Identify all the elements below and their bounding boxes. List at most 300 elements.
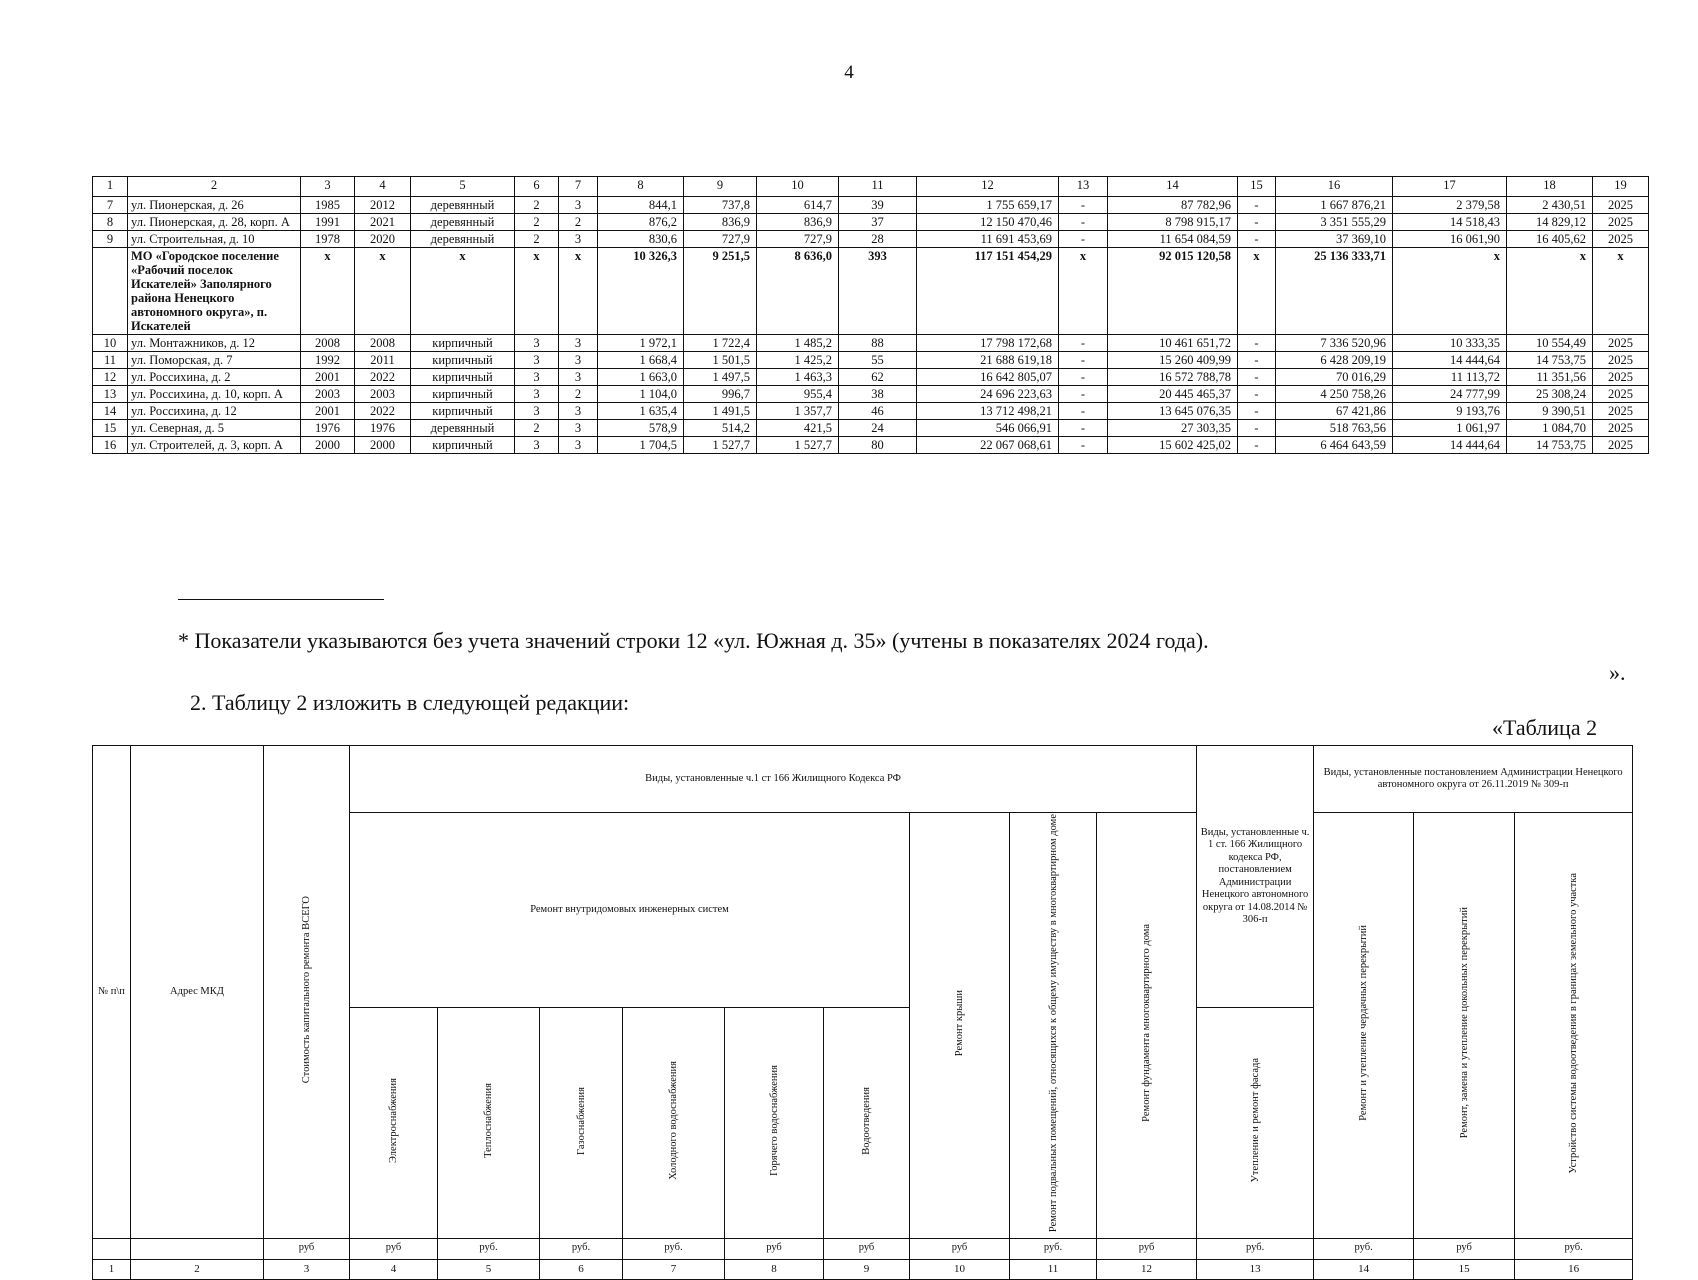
col-eng-4-label: Горячего водоснабжения	[768, 1065, 780, 1177]
table-cell: 11 113,72	[1393, 369, 1507, 386]
table-cell: 62	[839, 369, 917, 386]
column-number: 3	[301, 177, 355, 197]
table-cell: 2 379,58	[1393, 197, 1507, 214]
table-cell: 1 501,5	[684, 352, 757, 369]
table-cell: -	[1059, 231, 1108, 248]
col-eng-1-label: Теплоснабжения	[483, 1083, 494, 1159]
table-cell: 2025	[1593, 420, 1649, 437]
table-cell: деревянный	[411, 420, 515, 437]
col-eng-5-label: Водоотведения	[861, 1086, 872, 1155]
column-number: 8	[725, 1259, 824, 1279]
table-cell: 2025	[1593, 231, 1649, 248]
table-cell: 14 829,12	[1507, 214, 1593, 231]
table-cell: 88	[839, 335, 917, 352]
column-number: 8	[598, 177, 684, 197]
col-eng-4-header	[725, 1008, 824, 1238]
table-cell: 28	[839, 231, 917, 248]
group-engineering-header: Ремонт внутридомовых инженерных систем	[350, 813, 910, 1008]
table-cell: 16	[93, 437, 128, 454]
table-cell: 37	[839, 214, 917, 231]
table-cell: 24 696 223,63	[917, 386, 1059, 403]
col-eng-0-header	[350, 1008, 438, 1238]
table-cell: 2000	[355, 437, 411, 454]
table-cell: -	[1059, 403, 1108, 420]
table-cell: 2	[515, 420, 559, 437]
table-row	[93, 214, 1649, 231]
table-cell: -	[1238, 352, 1276, 369]
table-cell: -	[1238, 369, 1276, 386]
table-cell: 4 250 758,26	[1276, 386, 1393, 403]
table-cell: деревянный	[411, 197, 515, 214]
address-cell: ул. Строительная, д. 10	[128, 231, 301, 248]
table-cell: 1 061,97	[1393, 420, 1507, 437]
unit-cell: руб.	[1314, 1238, 1414, 1259]
table-cell: -	[1059, 352, 1108, 369]
table-cell: 421,5	[757, 420, 839, 437]
address-cell: ул. Северная, д. 5	[128, 420, 301, 437]
table-cell: 2020	[355, 231, 411, 248]
table-cell: кирпичный	[411, 403, 515, 420]
col-basement-label: Ремонт подвальных помещений, относящихся к общему имуществу в многоквартирном доме	[1047, 814, 1059, 1233]
col-309-1-header	[1414, 813, 1515, 1239]
table-cell: 3	[515, 403, 559, 420]
table-cell: 17 798 172,68	[917, 335, 1059, 352]
column-number: 10	[910, 1259, 1010, 1279]
table-cell: -	[1059, 214, 1108, 231]
table-cell: 1 755 659,17	[917, 197, 1059, 214]
table-cell: х	[411, 248, 515, 335]
table-cell: 9 251,5	[684, 248, 757, 335]
table-cell: 14	[93, 403, 128, 420]
col-no-header: № п\п	[93, 746, 131, 1239]
table-cell: 3	[515, 386, 559, 403]
table-cell: -	[1238, 437, 1276, 454]
table-cell: 2008	[301, 335, 355, 352]
table-cell: 1 425,2	[757, 352, 839, 369]
unit-cell: руб.	[623, 1238, 725, 1259]
table-row	[93, 420, 1649, 437]
table-cell: 8 636,0	[757, 248, 839, 335]
table-cell: 3	[559, 335, 598, 352]
table-cell: 11 654 084,59	[1108, 231, 1238, 248]
address-cell: ул. Строителей, д. 3, корп. А	[128, 437, 301, 454]
table-cell: 830,6	[598, 231, 684, 248]
table-cell: 15 602 425,02	[1108, 437, 1238, 454]
table-cell: 2025	[1593, 403, 1649, 420]
table-cell: 1 663,0	[598, 369, 684, 386]
table-cell: 1 485,2	[757, 335, 839, 352]
table-cell: 117 151 454,29	[917, 248, 1059, 335]
address-cell: ул. Монтажников, д. 12	[128, 335, 301, 352]
table-row	[93, 386, 1649, 403]
table-cell: кирпичный	[411, 369, 515, 386]
column-number: 14	[1314, 1259, 1414, 1279]
column-number: 9	[824, 1259, 910, 1279]
table-cell: кирпичный	[411, 335, 515, 352]
houses-table	[92, 176, 1649, 454]
table-cell: 1978	[301, 231, 355, 248]
col-address-header: Адрес МКД	[131, 746, 264, 1239]
table-cell: 80	[839, 437, 917, 454]
table-cell: 20 445 465,37	[1108, 386, 1238, 403]
table-row	[93, 248, 1649, 335]
table-cell: 3	[515, 352, 559, 369]
table-cell: 1 527,7	[757, 437, 839, 454]
table-cell: 2001	[301, 369, 355, 386]
table-cell: 1 635,4	[598, 403, 684, 420]
page-number: 4	[844, 62, 854, 83]
table-cell: 2	[515, 231, 559, 248]
table-cell: -	[1059, 197, 1108, 214]
table-cell: 2003	[301, 386, 355, 403]
unit-cell: руб.	[540, 1238, 623, 1259]
table-cell: 1 527,7	[684, 437, 757, 454]
unit-cell: руб.	[438, 1238, 540, 1259]
table-row	[93, 352, 1649, 369]
table-cell: х	[1059, 248, 1108, 335]
table-cell: деревянный	[411, 231, 515, 248]
col-facade-header	[1197, 1008, 1314, 1238]
column-number: 12	[1097, 1259, 1197, 1279]
unit-cell: руб	[350, 1238, 438, 1259]
unit-cell: руб	[725, 1238, 824, 1259]
column-number: 10	[757, 177, 839, 197]
col-facade-label: Утепление и ремонт фасада	[1249, 1058, 1261, 1183]
address-cell: ул. Пионерская, д. 26	[128, 197, 301, 214]
table-cell: 10 333,35	[1393, 335, 1507, 352]
table-cell: -	[1059, 386, 1108, 403]
unit-cell: руб.	[1515, 1238, 1633, 1259]
table-cell: -	[1238, 231, 1276, 248]
table-cell: 514,2	[684, 420, 757, 437]
table-cell: 518 763,56	[1276, 420, 1393, 437]
table-cell: 14 753,75	[1507, 437, 1593, 454]
column-number: 18	[1507, 177, 1593, 197]
table-cell: 996,7	[684, 386, 757, 403]
table-cell: 1976	[355, 420, 411, 437]
column-number: 13	[1059, 177, 1108, 197]
table-cell: 2025	[1593, 352, 1649, 369]
table-row	[93, 231, 1649, 248]
table-cell: 12 150 470,46	[917, 214, 1059, 231]
table-cell: 1 084,70	[1507, 420, 1593, 437]
table-cell: 844,1	[598, 197, 684, 214]
table-cell: 2022	[355, 369, 411, 386]
table-cell: х	[1507, 248, 1593, 335]
table-cell: 3	[559, 197, 598, 214]
unit-cell: руб.	[1010, 1238, 1097, 1259]
table-cell: 836,9	[684, 214, 757, 231]
column-number: 6	[540, 1259, 623, 1279]
address-cell: МО «Городское поселение «Рабочий поселок Искателей» Заполярного района Ненецкого автономного округа», п. Искателей	[128, 248, 301, 335]
table-cell: 2012	[355, 197, 411, 214]
table-cell: 70 016,29	[1276, 369, 1393, 386]
table-cell: 11	[93, 352, 128, 369]
table-cell: 727,9	[684, 231, 757, 248]
table-cell: х	[355, 248, 411, 335]
table-cell: 25 136 333,71	[1276, 248, 1393, 335]
table-cell: х	[559, 248, 598, 335]
unit-cell-empty	[93, 1238, 131, 1259]
table-row	[93, 403, 1649, 420]
unit-cell: руб	[824, 1238, 910, 1259]
address-cell: ул. Поморская, д. 7	[128, 352, 301, 369]
table-cell: 3	[515, 335, 559, 352]
table-cell	[93, 248, 128, 335]
table-caption: «Таблица 2	[1492, 715, 1598, 740]
table-cell: 2003	[355, 386, 411, 403]
table-cell: 1 497,5	[684, 369, 757, 386]
table-cell: 24	[839, 420, 917, 437]
col-eng-5-header	[824, 1008, 910, 1238]
column-number: 7	[623, 1259, 725, 1279]
table-cell: 14 753,75	[1507, 352, 1593, 369]
closing-quote: ».	[1609, 660, 1626, 685]
table-cell: 1 104,0	[598, 386, 684, 403]
table-cell: 836,9	[757, 214, 839, 231]
table-cell: 2	[559, 214, 598, 231]
table-cell: -	[1059, 420, 1108, 437]
col-total-label: Стоимость капитального ремонта ВСЕГО	[301, 895, 312, 1084]
table-cell: 37 369,10	[1276, 231, 1393, 248]
group-309-header: Виды, установленные постановлением Администрации Ненецкого автономного округа от 26.11.2019 № 309-п	[1314, 746, 1633, 813]
table-cell: 614,7	[757, 197, 839, 214]
table-cell: 16 572 788,78	[1108, 369, 1238, 386]
column-number: 16	[1515, 1259, 1633, 1279]
col-total-header	[264, 746, 350, 1239]
table-cell: 2025	[1593, 214, 1649, 231]
table-cell: -	[1238, 335, 1276, 352]
column-number: 4	[355, 177, 411, 197]
column-number: 7	[559, 177, 598, 197]
table-cell: 955,4	[757, 386, 839, 403]
unit-cell: руб	[1414, 1238, 1515, 1259]
table-cell: -	[1059, 335, 1108, 352]
table-cell: 38	[839, 386, 917, 403]
unit-cell: руб	[1097, 1238, 1197, 1259]
table-cell: 55	[839, 352, 917, 369]
table-cell: 3	[559, 369, 598, 386]
table-cell: 546 066,91	[917, 420, 1059, 437]
col-309-2-header	[1515, 813, 1633, 1239]
col-foundation-header	[1097, 813, 1197, 1239]
table-cell: 1 357,7	[757, 403, 839, 420]
table-cell: 1 491,5	[684, 403, 757, 420]
table-cell: 24 777,99	[1393, 386, 1507, 403]
col-309-1-label: Ремонт, замена и утепление цокольных перекрытий	[1458, 907, 1470, 1139]
table-cell: 15 260 409,99	[1108, 352, 1238, 369]
table-cell: 13	[93, 386, 128, 403]
table-cell: 14 518,43	[1393, 214, 1507, 231]
column-number: 13	[1197, 1259, 1314, 1279]
col-roof-header	[910, 813, 1010, 1239]
table-cell: -	[1238, 386, 1276, 403]
table-cell: 2021	[355, 214, 411, 231]
table-cell: 2	[515, 197, 559, 214]
table-cell: 737,8	[684, 197, 757, 214]
table-cell: 92 015 120,58	[1108, 248, 1238, 335]
table-cell: 2001	[301, 403, 355, 420]
table-cell: 1 463,3	[757, 369, 839, 386]
table-cell: 3	[559, 403, 598, 420]
table-cell: 13 645 076,35	[1108, 403, 1238, 420]
table-cell: 15	[93, 420, 128, 437]
table-cell: 2025	[1593, 386, 1649, 403]
table-row	[93, 335, 1649, 352]
col-309-0-label: Ремонт и утепление чердачных перекрытий	[1358, 925, 1370, 1121]
table-cell: 11 351,56	[1507, 369, 1593, 386]
address-cell: ул. Россихина, д. 12	[128, 403, 301, 420]
units-row	[93, 1238, 1633, 1259]
table-cell: 3	[559, 352, 598, 369]
column-number: 11	[1010, 1259, 1097, 1279]
table-cell: 2 430,51	[1507, 197, 1593, 214]
table-cell: 3	[515, 437, 559, 454]
column-number: 5	[411, 177, 515, 197]
table-cell: 7	[93, 197, 128, 214]
col-eng-2-header	[540, 1008, 623, 1238]
address-cell: ул. Пионерская, д. 28, корп. А	[128, 214, 301, 231]
col-basement-header	[1010, 813, 1097, 1239]
table-cell: кирпичный	[411, 352, 515, 369]
table-cell: 2011	[355, 352, 411, 369]
table-cell: х	[301, 248, 355, 335]
table-cell: 14 444,64	[1393, 437, 1507, 454]
col-309-2-label: Устройство системы водоотведения в границах земельного участка	[1568, 872, 1580, 1174]
table-cell: -	[1059, 437, 1108, 454]
footnote-separator	[178, 599, 384, 600]
table-cell: -	[1238, 420, 1276, 437]
address-cell: ул. Россихина, д. 10, корп. А	[128, 386, 301, 403]
table-cell: 1 668,4	[598, 352, 684, 369]
unit-cell-empty	[131, 1238, 264, 1259]
table-cell: 16 405,62	[1507, 231, 1593, 248]
table-cell: 2008	[355, 335, 411, 352]
table-cell: х	[1393, 248, 1507, 335]
group-306-header: Виды, установленные ч. 1 ст. 166 Жилищного кодекса РФ, постановлением Администрации Ненецкого автономного округа от 14.08.2014 № 306-п	[1197, 746, 1314, 1008]
column-number: 1	[93, 177, 128, 197]
table-cell: -	[1238, 214, 1276, 231]
table-cell: 3	[559, 420, 598, 437]
table-cell: 578,9	[598, 420, 684, 437]
column-numbers-row	[93, 1259, 1633, 1279]
amendment-item: 2. Таблицу 2 изложить в следующей редакции:	[190, 690, 630, 715]
address-cell: ул. Россихина, д. 2	[128, 369, 301, 386]
table-cell: 1976	[301, 420, 355, 437]
table-cell: х	[1593, 248, 1649, 335]
table-cell: 12	[93, 369, 128, 386]
houses-table-header-row	[93, 177, 1649, 197]
table-cell: 6 428 209,19	[1276, 352, 1393, 369]
table-cell: 8	[93, 214, 128, 231]
column-number: 15	[1414, 1259, 1515, 1279]
table-cell: кирпичный	[411, 437, 515, 454]
table-cell: 13 712 498,21	[917, 403, 1059, 420]
table-cell: -	[1059, 369, 1108, 386]
table-cell: 1 667 876,21	[1276, 197, 1393, 214]
column-number: 9	[684, 177, 757, 197]
table-cell: 393	[839, 248, 917, 335]
table-cell: -	[1238, 197, 1276, 214]
table-cell: 87 782,96	[1108, 197, 1238, 214]
unit-cell: руб	[264, 1238, 350, 1259]
table-cell: 1 722,4	[684, 335, 757, 352]
table-cell: 3	[559, 437, 598, 454]
column-number: 14	[1108, 177, 1238, 197]
table-cell: 1 972,1	[598, 335, 684, 352]
table-cell: 27 303,35	[1108, 420, 1238, 437]
table-cell: 2	[515, 214, 559, 231]
table-cell: 1 704,5	[598, 437, 684, 454]
table-cell: 6 464 643,59	[1276, 437, 1393, 454]
table-cell: 2022	[355, 403, 411, 420]
col-eng-0-label: Электроснабжения	[388, 1078, 399, 1164]
column-number: 2	[131, 1259, 264, 1279]
unit-cell: руб.	[1197, 1238, 1314, 1259]
table-cell: 16 061,90	[1393, 231, 1507, 248]
table-cell: 7 336 520,96	[1276, 335, 1393, 352]
table-cell: 2000	[301, 437, 355, 454]
table-cell: 3	[515, 369, 559, 386]
table-cell: 2025	[1593, 335, 1649, 352]
table-cell: 2025	[1593, 197, 1649, 214]
table-cell: деревянный	[411, 214, 515, 231]
table-cell: 46	[839, 403, 917, 420]
column-number: 19	[1593, 177, 1649, 197]
column-number: 6	[515, 177, 559, 197]
col-eng-3-label: Холодного водоснабжения	[668, 1061, 679, 1181]
table-cell: 9 390,51	[1507, 403, 1593, 420]
table-row	[93, 437, 1649, 454]
table-cell: 9	[93, 231, 128, 248]
column-number: 11	[839, 177, 917, 197]
table-cell: 14 444,64	[1393, 352, 1507, 369]
table-cell: 39	[839, 197, 917, 214]
table-cell: 10 461 651,72	[1108, 335, 1238, 352]
table-cell: 727,9	[757, 231, 839, 248]
col-roof-label: Ремонт крыши	[954, 989, 965, 1057]
table-cell: 2025	[1593, 369, 1649, 386]
footnote: * Показатели указываются без учета значений строки 12 «ул. Южная д. 35» (учтены в показателях 2024 года).	[178, 628, 1209, 653]
table-cell: -	[1238, 403, 1276, 420]
table-cell: 2	[559, 386, 598, 403]
table-cell: 10 554,49	[1507, 335, 1593, 352]
repair-types-table	[92, 745, 1633, 1280]
table-cell: 67 421,86	[1276, 403, 1393, 420]
table-cell: х	[1238, 248, 1276, 335]
table-cell: 10 326,3	[598, 248, 684, 335]
col-309-0-header	[1314, 813, 1414, 1239]
table-cell: 876,2	[598, 214, 684, 231]
table-cell: кирпичный	[411, 386, 515, 403]
table-cell: 3	[559, 231, 598, 248]
table-cell: 11 691 453,69	[917, 231, 1059, 248]
table-cell: 10	[93, 335, 128, 352]
table-cell: 2025	[1593, 437, 1649, 454]
column-number: 2	[128, 177, 301, 197]
table-cell: 25 308,24	[1507, 386, 1593, 403]
column-number: 1	[93, 1259, 131, 1279]
table-cell: х	[515, 248, 559, 335]
col-eng-1-header	[438, 1008, 540, 1238]
column-number: 5	[438, 1259, 540, 1279]
table-row	[93, 369, 1649, 386]
table-cell: 16 642 805,07	[917, 369, 1059, 386]
table-cell: 1991	[301, 214, 355, 231]
table-cell: 8 798 915,17	[1108, 214, 1238, 231]
table-cell: 1985	[301, 197, 355, 214]
column-number: 12	[917, 177, 1059, 197]
